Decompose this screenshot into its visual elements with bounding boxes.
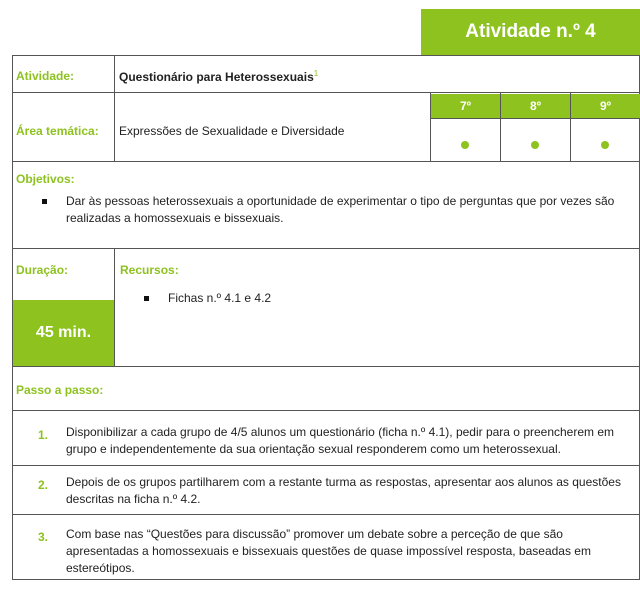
objetivos-label: Objetivos: bbox=[16, 172, 75, 186]
grade-col-line-2 bbox=[570, 92, 571, 162]
step-2-text: Depois de os grupos partilharem com a restante turma as respostas, apresentar aos alunos as questões descritas na ficha n.º 4.2. bbox=[66, 475, 621, 506]
recursos-label: Recursos: bbox=[120, 263, 179, 277]
grade-8-dot bbox=[531, 141, 539, 149]
duracao-label: Duração: bbox=[16, 263, 69, 277]
duracao-value: 45 min. bbox=[35, 324, 92, 341]
grade-9-dot bbox=[601, 141, 609, 149]
step-3-num: 3. bbox=[38, 530, 49, 544]
passo-label: Passo a passo: bbox=[16, 383, 104, 397]
step-3-text: Com base nas “Questões para discussão” promover um debate sobre a perceção de que são apresentadas a homossexuais e bissexuais questões de quase impossível resposta, baseadas em estereótipos. bbox=[66, 527, 591, 575]
footnote-marker: 1 bbox=[313, 69, 319, 78]
duracao-box bbox=[13, 300, 114, 366]
atividade-title bbox=[119, 69, 318, 84]
recursos-item: Fichas n.º 4.1 e 4.2 bbox=[168, 291, 272, 305]
grade-8-header: 8º bbox=[501, 94, 570, 118]
recursos-bullet bbox=[144, 296, 149, 301]
activity-badge: Atividade n.º 4 bbox=[421, 9, 640, 55]
grade-9-header: 9º bbox=[571, 94, 640, 118]
step-1-num: 1. bbox=[38, 428, 49, 442]
col-divider-dur bbox=[114, 248, 115, 367]
grade-7-header: 7º bbox=[431, 94, 500, 118]
step-2-num: 2. bbox=[38, 478, 49, 492]
grade-col-line-1 bbox=[500, 92, 501, 162]
objetivo-bullet bbox=[42, 199, 47, 204]
col-divider-area bbox=[114, 92, 115, 162]
atividade-label: Atividade: bbox=[16, 69, 75, 83]
area-label: Área temática: bbox=[16, 124, 99, 138]
atividade-title-text: Questionário para Heterossexuais bbox=[119, 70, 314, 84]
objetivo-item: Dar às pessoas heterossexuais a oportunidade de experimentar o tipo de perguntas que por vezes são realizadas a homossexuais e bissexuais. bbox=[66, 194, 615, 225]
grade-7-dot bbox=[461, 141, 469, 149]
row-passo bbox=[12, 366, 640, 411]
grade-row-line bbox=[430, 118, 640, 119]
step-1-text: Disponibilizar a cada grupo de 4/5 alunos um questionário (ficha n.º 4.1), pedir para o preencherem em grupo e independentemente da sua orientação sexual responderem como um heterossexual. bbox=[66, 425, 615, 456]
row-atividade bbox=[12, 55, 640, 93]
area-value: Expressões de Sexualidade e Diversidade bbox=[119, 124, 345, 138]
col-divider bbox=[114, 55, 115, 93]
